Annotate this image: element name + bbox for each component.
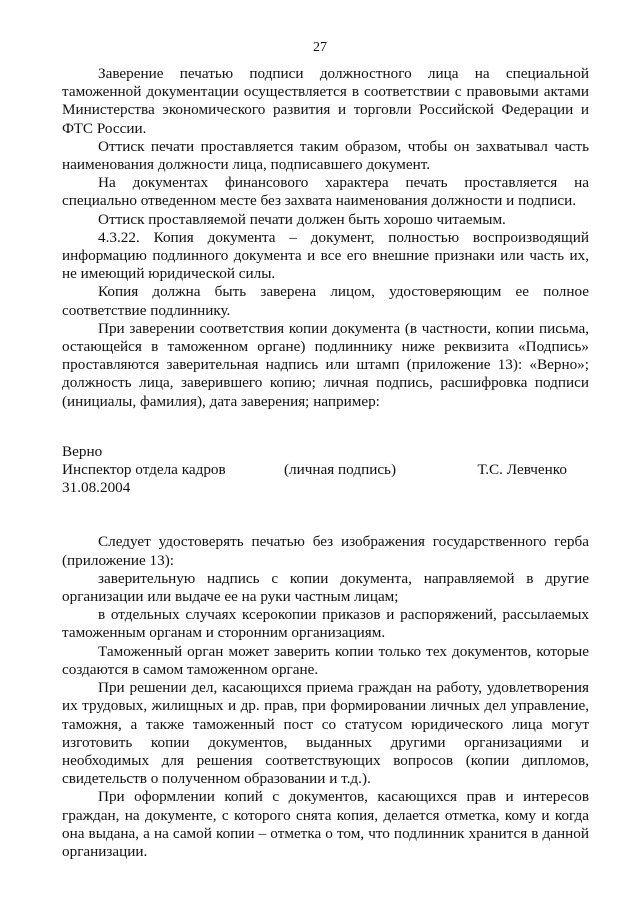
sample-name: Т.С. Левченко [477,461,567,479]
sample-signature-row [62,461,589,479]
paragraph: в отдельных случаях ксерокопии приказов и распоряжений, рассылаемых таможенным органам и сторонним организациям. [62,606,589,642]
paragraph: При решении дел, касающихся приема граждан на работу, удовлетворения их трудовых, жилищных и др. прав, при формировании личных дел управление, таможня, а также таможенный пост со статусом юридического лица могут изготовить копии документов, выданных другими организациями и необходимых для решения соответствующих вопросов (копии дипломов, свидетельств о полученном образовании и т.д.). [62,679,589,788]
paragraph: При оформлении копий с документов, касающихся прав и интересов граждан, на документе, с которого снята копия, делается отметка, кому и когда она выдана, а на самой копии – отметка о том, что подлинник хранится в данной организации. [62,788,589,860]
paragraph: Оттиск печати проставляется таким образом, чтобы он захватывал часть наименования должности лица, подписавшего документ. [62,137,589,174]
paragraph: Копия должна быть заверена лицом, удостоверяющим ее полное соответствие подлиннику. [62,283,589,319]
paragraph: При заверении соответствия копии документа (в частности, копии письма, остающейся в таможенном органе) подлиннику ниже реквизита «Подпись» проставляются заверительная надпись или штамп (приложение 13): «Верно»; должность лица, заверившего копию; личная подпись, расшифровка подписи (инициалы, фамилия), дата заверения; например: [62,319,589,410]
paragraph: Заверение печатью подписи должностного лица на специальной таможенной документации осуществляется в соответствии с правовыми актами Министерства экономического развития и торговли Российской Федерации и ФТС России. [62,65,589,137]
sample-signature: (личная подпись) [284,461,397,479]
paragraph: Таможенный орган может заверить копии только тех документов, которые создаются в самом таможенном органе. [62,642,589,678]
paragraph: 4.3.22. Копия документа – документ, полностью воспроизводящий информацию подлинного документа и все его внешние признаки или часть их, не имеющий юридической силы. [62,228,589,283]
sample-verno: Верно [62,442,103,460]
sample-date: 31.08.2004 [62,479,131,497]
paragraph: заверительную надпись с копии документа, направляемой в другие организации или выдаче ее на руки частным лицам; [62,569,589,606]
document-body [62,65,589,861]
page-number: 27 [313,40,327,55]
paragraph: Оттиск проставляемой печати должен быть хорошо читаемым. [98,210,506,228]
paragraph: Следует удостоверять печатью без изображения государственного герба (приложение 13): [62,533,589,569]
sample-position: Инспектор отдела кадров [62,461,226,479]
paragraph: На документах финансового характера печать проставляется на специально отведенном месте без захвата наименования должности и подписи. [62,174,589,210]
certification-sample [62,443,589,498]
